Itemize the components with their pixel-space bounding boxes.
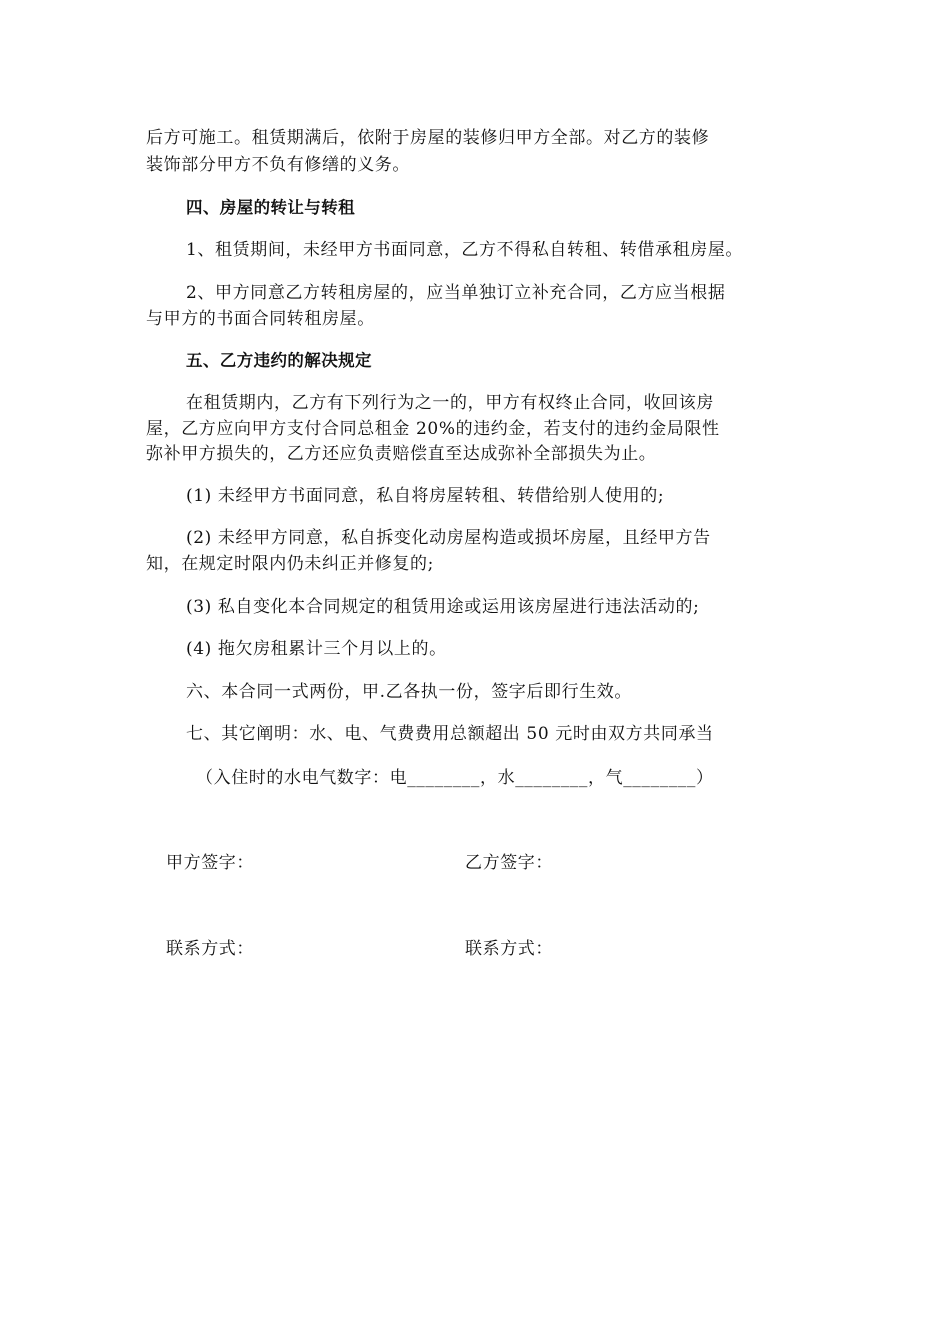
party-b-contact-label: 联系方式： xyxy=(465,939,553,959)
section-5-intro-line-2: 屋，乙方应向甲方支付合同总租金 20%的违约金，若支付的违约金局限性 xyxy=(146,419,720,439)
party-a-signature-label: 甲方签字： xyxy=(166,853,254,873)
section-5-clause-4: (4) 拖欠房租累计三个月以上的。 xyxy=(186,639,447,659)
meter-reading-line: （入住时的水电气数字：电________，水________，气________） xyxy=(196,768,714,788)
party-b-signature-label: 乙方签字： xyxy=(465,853,553,873)
section-4-item-2-line-2: 与甲方的书面合同转租房屋。 xyxy=(146,309,375,329)
section-6-text: 六、本合同一式两份，甲.乙各执一份，签字后即行生效。 xyxy=(186,682,633,702)
section-5-clause-2-line-2: 知，在规定时限内仍未纠正并修复的; xyxy=(146,554,434,574)
intro-line-2: 装饰部分甲方不负有修缮的义务。 xyxy=(146,155,410,175)
section-5-heading: 五、乙方违约的解决规定 xyxy=(186,351,372,370)
section-7-text: 七、其它阐明：水、电、气费费用总额超出 50 元时由双方共同承当 xyxy=(186,724,714,744)
section-4-item-1: 1、租赁期间，未经甲方书面同意，乙方不得私自转租、转借承租房屋。 xyxy=(186,240,744,260)
section-4-item-2-line-1: 2、甲方同意乙方转租房屋的，应当单独订立补充合同，乙方应当根据 xyxy=(186,283,726,303)
section-5-intro-line-3: 弥补甲方损失的，乙方还应负责赔偿直至达成弥补全部损失为止。 xyxy=(146,444,657,464)
section-5-intro-line-1: 在租赁期内，乙方有下列行为之一的，甲方有权终止合同，收回该房 xyxy=(186,393,714,413)
section-5-clause-1: (1) 未经甲方书面同意，私自将房屋转租、转借给别人使用的; xyxy=(186,486,665,506)
section-5-clause-3: (3) 私自变化本合同规定的租赁用途或运用该房屋进行违法活动的; xyxy=(186,597,700,617)
section-4-heading: 四、房屋的转让与转租 xyxy=(186,198,355,217)
intro-line-1: 后方可施工。租赁期满后，依附于房屋的装修归甲方全部。对乙方的装修 xyxy=(146,128,710,148)
party-a-contact-label: 联系方式： xyxy=(166,939,254,959)
section-5-clause-2-line-1: (2) 未经甲方同意，私自拆变化动房屋构造或损坏房屋，且经甲方告 xyxy=(186,528,711,548)
